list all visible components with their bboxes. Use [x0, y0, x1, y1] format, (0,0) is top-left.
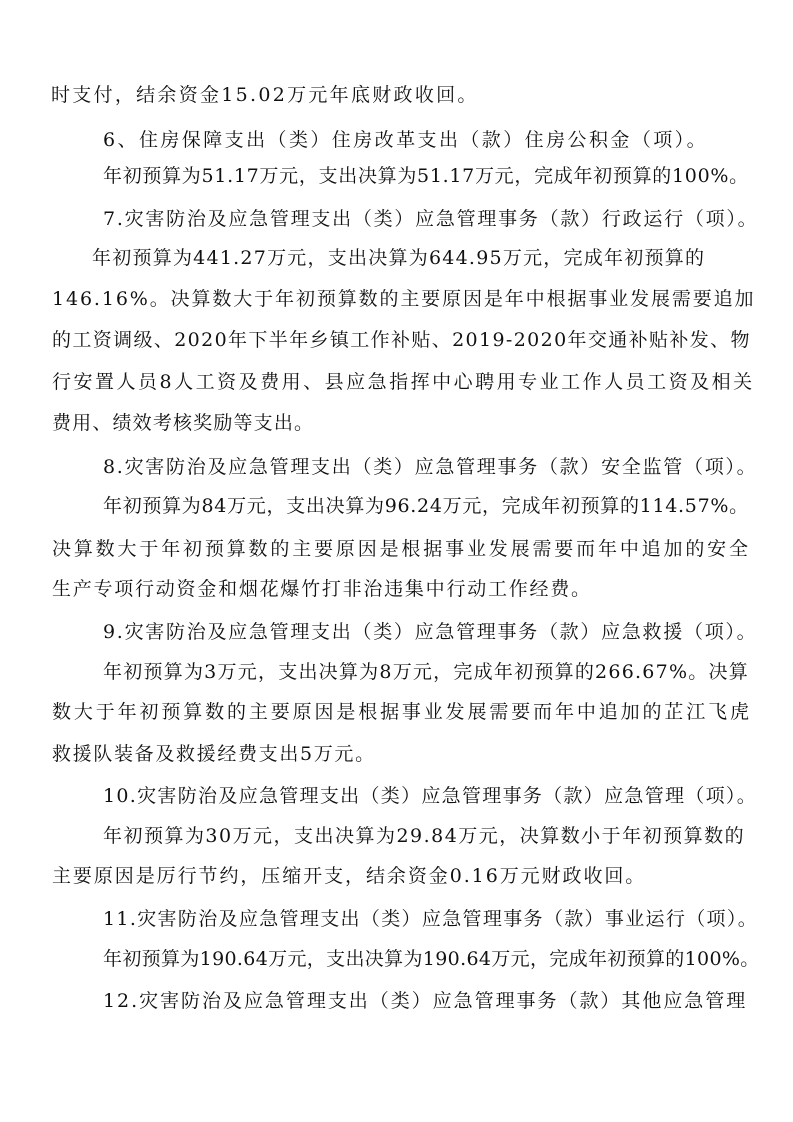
- text-line: 生产专项行动资金和烟花爆竹打非治违集中行动工作经费。: [52, 578, 592, 600]
- text-line: 决算数大于年初预算数的主要原因是根据事业发展需要而年中追加的安全: [52, 538, 751, 560]
- text-line: 7.灾害防治及应急管理支出（类）应急管理事务（款）行政运行（项）。: [103, 208, 759, 230]
- text-line: 的工资调级、2020年下半年乡镇工作补贴、2019-2020年交通补贴补发、物: [52, 329, 751, 351]
- text-line: 12.灾害防治及应急管理支出（类）应急管理事务（款）其他应急管理: [103, 990, 748, 1012]
- text-line: 主要原因是厉行节约，压缩开支，结余资金0.16万元财政收回。: [52, 865, 647, 887]
- text-line: 救援队装备及救援经费支出5万元。: [52, 743, 376, 765]
- text-line: 6、住房保障支出（类）住房改革支出（款）住房公积金（项）。: [103, 129, 709, 151]
- text-line: 年初预算为190.64万元，支出决算为190.64万元，完成年初预算的100%。: [103, 948, 760, 970]
- text-line: 年初预算为30万元，支出决算为29.84万元，决算数小于年初预算数的: [103, 825, 746, 847]
- text-line: 费用、绩效考核奖励等支出。: [52, 412, 315, 434]
- text-line: 年初预算为441.27万元，支出决算为644.95万元，完成年初预算的: [92, 247, 706, 269]
- text-line: 年初预算为51.17万元，支出决算为51.17万元，完成年初预算的100%。: [103, 165, 749, 187]
- text-line: 9.灾害防治及应急管理支出（类）应急管理事务（款）应急救援（项）。: [103, 621, 758, 643]
- text-line: 年初预算为3万元，支出决算为8万元，完成年初预算的266.67%。决算: [103, 661, 749, 683]
- text-line: 数大于年初预算数的主要原因是根据事业发展需要而年中追加的芷江飞虎: [52, 701, 752, 723]
- text-line: 8.灾害防治及应急管理支出（类）应急管理事务（款）安全监管（项）。: [103, 456, 758, 478]
- text-line: 年初预算为84万元，支出决算为96.24万元，完成年初预算的114.57%。: [103, 495, 749, 517]
- text-line: 11.灾害防治及应急管理支出（类）应急管理事务（款）事业运行（项）。: [103, 908, 759, 930]
- text-line: 时支付，结余资金15.02万元年底财政收回。: [51, 84, 479, 106]
- text-line: 146.16%。决算数大于年初预算数的主要原因是年中根据事业发展需要追加: [52, 288, 756, 310]
- text-line: 行安置人员8人工资及费用、县应急指挥中心聘用专业工作人员工资及相关: [52, 371, 755, 393]
- text-line: 10.灾害防治及应急管理支出（类）应急管理事务（款）应急管理（项）。: [103, 785, 758, 807]
